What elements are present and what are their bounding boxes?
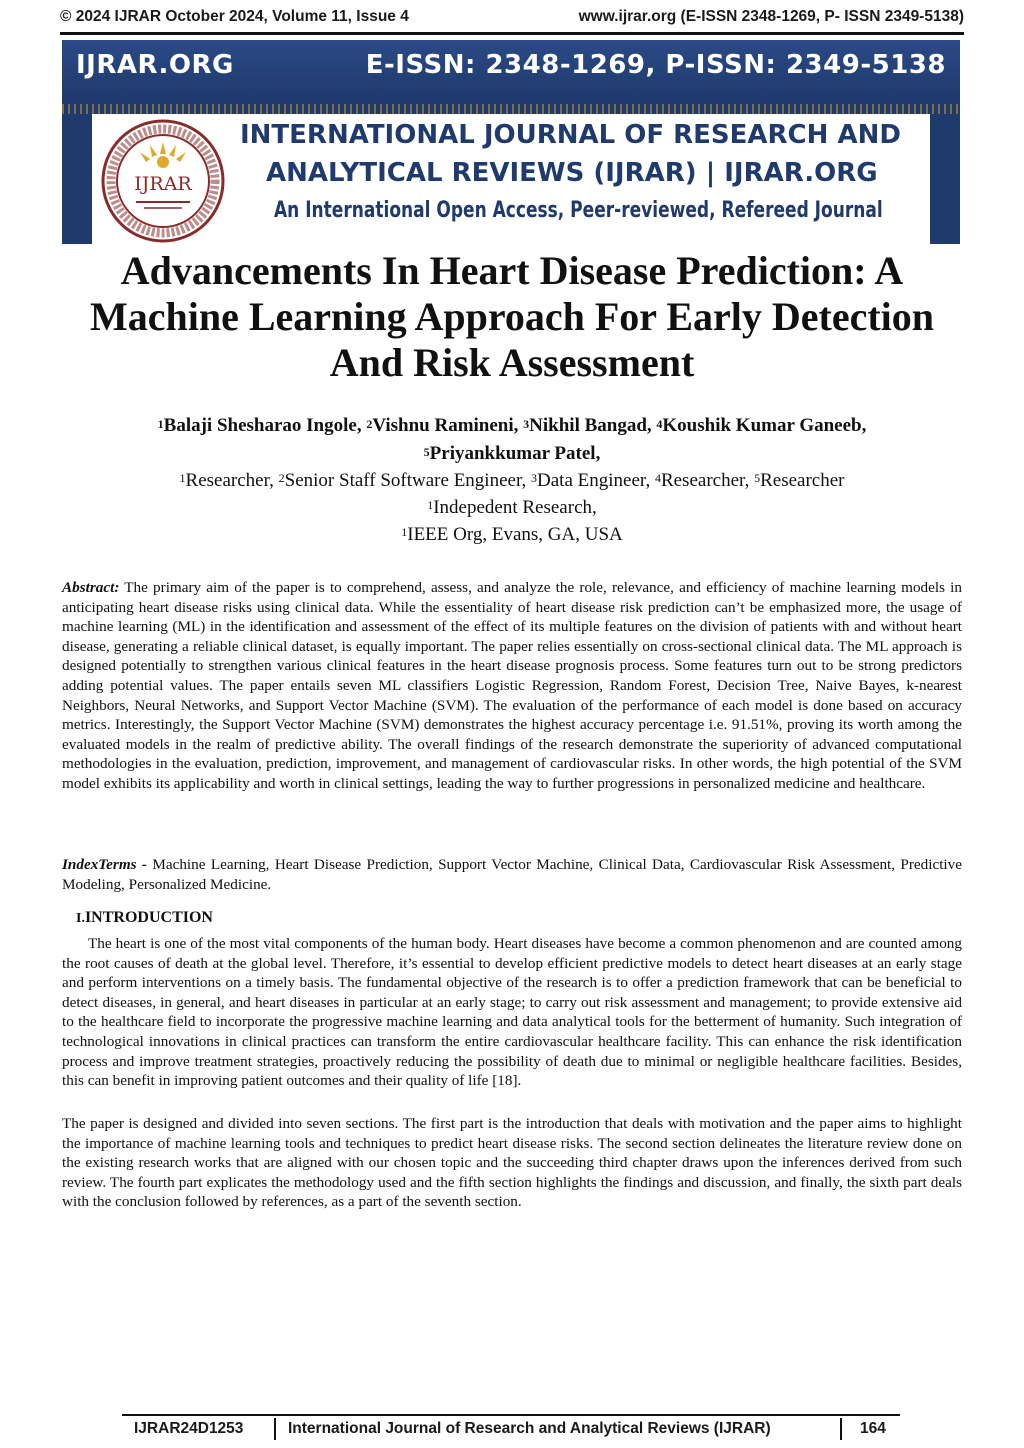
role-index: 2 (278, 471, 285, 485)
intro-paragraph-1: The heart is one of the most vital components of the human body. Heart diseases have become a common phenomenon and are counted among the root causes of death at the global level. Therefore, it’s essential to develop efficient predictive models to detect heart diseases at an early stage and perform interventions on a timely basis. The fundamental objective of the research is to offer a prediction framework that can be beneficial to detect diseases, in general, and heart diseases in particular at an early stage; to carry out risk assessment and management; to provide extensive aid to the healthcare field to incorporate the progressive machine learning and data analytical tools for the betterment of humanity. Such integration of technological innovations in clinical practices can transform the entire cardiovascular healthcare facility. This can enhance the risk identification process and improve treatment strategies, proactively reducing the possibility of death due to minimal or negligible healthcare facilities. Besides, this can benefit in improving patient outcomes and their quality of life [18]. (62, 935, 962, 1090)
author-index: 3 (523, 417, 530, 431)
footer-separator (274, 1418, 276, 1440)
organization (60, 521, 964, 548)
role-text: Researcher, (185, 470, 274, 491)
author-name: Nikhil Bangad, (529, 415, 652, 436)
banner-brand: IJRAR.ORG (76, 50, 234, 80)
author-name: Priyankkumar Patel, (429, 443, 601, 464)
role-text: Researcher, (660, 470, 750, 491)
banner-stripe (62, 104, 960, 114)
role-index: 3 (531, 471, 538, 485)
role-index: 4 (654, 471, 661, 485)
role-text: Senior Staff Software Engineer, (284, 470, 527, 491)
section-heading-introduction (76, 909, 213, 927)
journal-banner (62, 40, 960, 244)
footer-separator (840, 1418, 842, 1440)
role-text: Data Engineer, (537, 470, 651, 491)
footer-paper-id: IJRAR24D1253 (134, 1420, 244, 1437)
author-index: 2 (366, 417, 373, 431)
index-terms-text: Machine Learning, Heart Disease Prediction, Support Vector Machine, Clinical Data, Cardiovascular Risk Assessment, Predictive Modeling, Personalized Medicine. (62, 856, 962, 893)
footer-journal-name: International Journal of Research and Analytical Reviews (IJRAR) (288, 1420, 771, 1437)
title-line: Machine Learning Approach For Early Detection (89, 294, 935, 339)
institution-index: 1 (427, 498, 434, 512)
author-index: 5 (423, 445, 430, 459)
author-name: Koushik Kumar Ganeeb, (662, 415, 867, 436)
author-name: Vishnu Ramineni, (372, 415, 519, 436)
institution-text: Indepedent Research, (433, 497, 597, 518)
author-index: 1 (157, 417, 164, 431)
affiliations (60, 467, 964, 548)
role-text: Researcher (760, 470, 845, 491)
banner-journal-name-line1: INTERNATIONAL JOURNAL OF RESEARCH AND (240, 120, 901, 150)
org-index: 1 (401, 525, 408, 539)
journal-seal-logo (100, 118, 226, 244)
paper-title (60, 248, 964, 386)
running-header (60, 8, 964, 30)
role-index: 1 (179, 471, 186, 485)
author-name: Balaji Shesharao Ingole, (163, 415, 362, 436)
section-title: INTRODUCTION (84, 909, 213, 926)
section-number: I. (76, 911, 85, 926)
index-terms (62, 855, 962, 894)
header-issue-info: © 2024 IJRAR October 2024, Volume 11, Issue 4 (60, 8, 409, 25)
page-footer (122, 1414, 900, 1442)
author-roles (60, 467, 964, 494)
banner-tagline: An International Open Access, Peer-reviewed, Refereed Journal (274, 198, 883, 223)
banner-journal-name-line2: ANALYTICAL REVIEWS (IJRAR) | IJRAR.ORG (266, 158, 878, 188)
abstract-label: Abstract: (62, 579, 120, 596)
index-terms-label: IndexTerms - (62, 856, 147, 873)
org-text: IEEE Org, Evans, GA, USA (407, 524, 623, 545)
institution (60, 494, 964, 521)
abstract-text: The primary aim of the paper is to comprehend, assess, and analyze the role, relevance, and efficiency of machine learning models in anticipating heart disease risks using clinical data. While the essentiality of heart disease risk prediction can’t be emphasized more, the usage of machine learning (ML) in the identification and assessment of the effect of its multiple features on the division of patients with and without heart disease, generating a reliable clinical dataset, is equally important. The paper relies essentially on cross-sectional clinical data. The ML approach is designed potentially to strengthen various clinical features in the heart disease prognosis process. Some features turn out to be strong predictors adding potential values. The paper entails seven ML classifiers Logistic Regression, Random Forest, Decision Tree, Naive Bayes, k-nearest Neighbors, Neural Networks, and Support Vector Machine (SVM). The evaluation of the performance of each model is done based on accuracy metrics. Interestingly, the Support Vector Machine (SVM) demonstrates the highest accuracy percentage i.e. 91.51%, proving its worth among the evaluated models in the realm of predictive ability. The overall findings of the research demonstrate the superiority of advanced computational methodologies in the evaluation, prediction, improvement, and management of cardiovascular risks. In other words, the high potential of the SVM model exhibits its applicability and worth in clinical settings, leading the way to further progressions in personalized medicine and healthcare. (62, 579, 962, 792)
header-rule (60, 32, 964, 35)
header-website-issn: www.ijrar.org (E-ISSN 2348-1269, P- ISSN 2349-5138) (578, 8, 964, 25)
author-index: 4 (656, 417, 663, 431)
intro-paragraph-2: The paper is designed and divided into seven sections. The first part is the introduction that deals with motivation and the paper aims to highlight the importance of machine learning tools and techniques to predict heart disease risks. The second section delineates the literature review done on the existing research works that are aligned with our chosen topic and the succeeding third chapter draws upon the inferences derived from such review. The fourth part explicates the methodology used and the fifth section highlights the findings and discussion, and finally, the sixth part deals with the conclusion followed by references, as a part of the seventh section. (62, 1115, 962, 1211)
banner-issn: E-ISSN: 2348-1269, P-ISSN: 2349-5138 (365, 50, 946, 80)
seal-text: IJRAR (134, 173, 192, 195)
author-list (60, 412, 964, 468)
banner-card (92, 114, 930, 244)
abstract (62, 578, 962, 794)
footer-page-number: 164 (860, 1420, 886, 1437)
title-line: And Risk Assessment (329, 340, 695, 385)
role-index: 5 (754, 471, 761, 485)
title-line: Advancements In Heart Disease Prediction: A (120, 248, 904, 293)
